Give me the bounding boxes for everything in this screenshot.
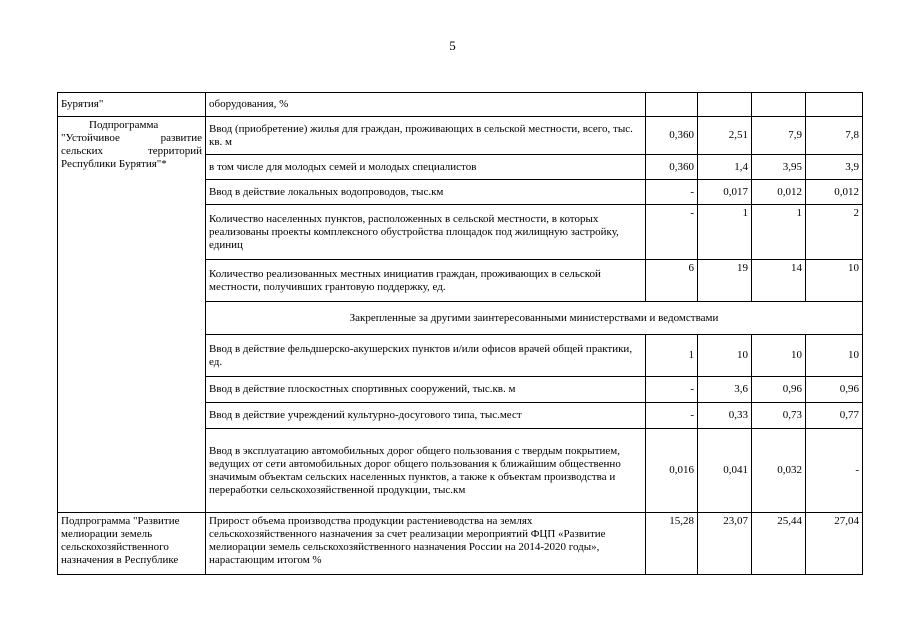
value-cell: 1 — [646, 335, 698, 377]
program-cell: Бурятия" — [58, 93, 206, 117]
page-number: 5 — [449, 38, 456, 53]
value-cell: - — [646, 180, 698, 205]
indicators-table — [57, 92, 863, 575]
value-cell: 19 — [698, 260, 752, 302]
value-cell: 1 — [752, 205, 806, 260]
value-cell: 6 — [646, 260, 698, 302]
value-cell: 14 — [752, 260, 806, 302]
table-row — [58, 513, 863, 575]
value-cell: 0,360 — [646, 155, 698, 180]
value-cell: - — [646, 205, 698, 260]
value-cell: 10 — [806, 335, 863, 377]
program-cell: Подпрограмма "Устойчивое развитие сельских территорий Республики Бурятия"* — [58, 117, 206, 513]
indicator-cell: Ввод в действие плоскостных спортивных сооружений, тыс.кв. м — [206, 377, 646, 403]
value-cell: 2,51 — [698, 117, 752, 155]
value-cell: 0,96 — [806, 377, 863, 403]
value-cell: - — [806, 429, 863, 513]
value-cell: 0,012 — [806, 180, 863, 205]
value-cell: 10 — [806, 260, 863, 302]
value-cell: 0,33 — [698, 403, 752, 429]
value-cell: 7,9 — [752, 117, 806, 155]
value-cell: 3,95 — [752, 155, 806, 180]
indicator-cell: Прирост объема производства продукции растениеводства на землях сельскохозяйственного назначения за счет реализации мероприятий ФЦП «Развитие мелиорации земель сельскохозяйственного назначения России на 2014-2020 годы», нарастающим итогом % — [206, 513, 646, 575]
value-cell: 2 — [806, 205, 863, 260]
value-cell: - — [646, 377, 698, 403]
indicator-cell: в том числе для молодых семей и молодых специалистов — [206, 155, 646, 180]
indicator-cell: Количество населенных пунктов, расположенных в сельской местности, в которых реализованы проекты комплексного обустройства площадок под жилищную застройку, единиц — [206, 205, 646, 260]
indicator-cell: Ввод в эксплуатацию автомобильных дорог общего пользования с твердым покрытием, ведущих от сети автомобильных дорог общего пользования к ближайшим общественно значимым объектам сельских населенных пунктов, а также к объектам производства и переработки сельскохозяйственной продукции, тыс.км — [206, 429, 646, 513]
program-cell: Подпрограмма "Развитие мелиорации земель сельскохозяйственного назначения в Республике — [58, 513, 206, 575]
value-cell: - — [646, 403, 698, 429]
section-header: Закрепленные за другими заинтересованными министерствами и ведомствами — [206, 302, 863, 335]
value-cell: 0,360 — [646, 117, 698, 155]
value-cell: 0,041 — [698, 429, 752, 513]
indicator-cell: Ввод в действие локальных водопроводов, тыс.км — [206, 180, 646, 205]
value-cell: 27,04 — [806, 513, 863, 575]
indicator-cell: оборудования, % — [206, 93, 646, 117]
value-cell: 0,96 — [752, 377, 806, 403]
value-cell — [698, 93, 752, 117]
value-cell — [646, 93, 698, 117]
indicator-cell: Количество реализованных местных инициатив граждан, проживающих в сельской местности, получивших грантовую поддержку, ед. — [206, 260, 646, 302]
value-cell: 0,77 — [806, 403, 863, 429]
value-cell: 7,8 — [806, 117, 863, 155]
table-row — [58, 93, 863, 117]
value-cell: 0,016 — [646, 429, 698, 513]
indicator-cell: Ввод (приобретение) жилья для граждан, проживающих в сельской местности, всего, тыс. кв. м — [206, 117, 646, 155]
value-cell: 3,9 — [806, 155, 863, 180]
value-cell: 1 — [698, 205, 752, 260]
value-cell: 0,017 — [698, 180, 752, 205]
table-row — [58, 117, 863, 155]
value-cell: 10 — [752, 335, 806, 377]
value-cell: 10 — [698, 335, 752, 377]
indicator-cell: Ввод в действие учреждений культурно-досугового типа, тыс.мест — [206, 403, 646, 429]
value-cell: 0,73 — [752, 403, 806, 429]
value-cell: 0,012 — [752, 180, 806, 205]
value-cell: 3,6 — [698, 377, 752, 403]
value-cell: 23,07 — [698, 513, 752, 575]
value-cell — [806, 93, 863, 117]
value-cell: 1,4 — [698, 155, 752, 180]
indicator-cell: Ввод в действие фельдшерско-акушерских пунктов и/или офисов врачей общей практики, ед. — [206, 335, 646, 377]
value-cell: 0,032 — [752, 429, 806, 513]
value-cell: 15,28 — [646, 513, 698, 575]
value-cell: 25,44 — [752, 513, 806, 575]
value-cell — [752, 93, 806, 117]
